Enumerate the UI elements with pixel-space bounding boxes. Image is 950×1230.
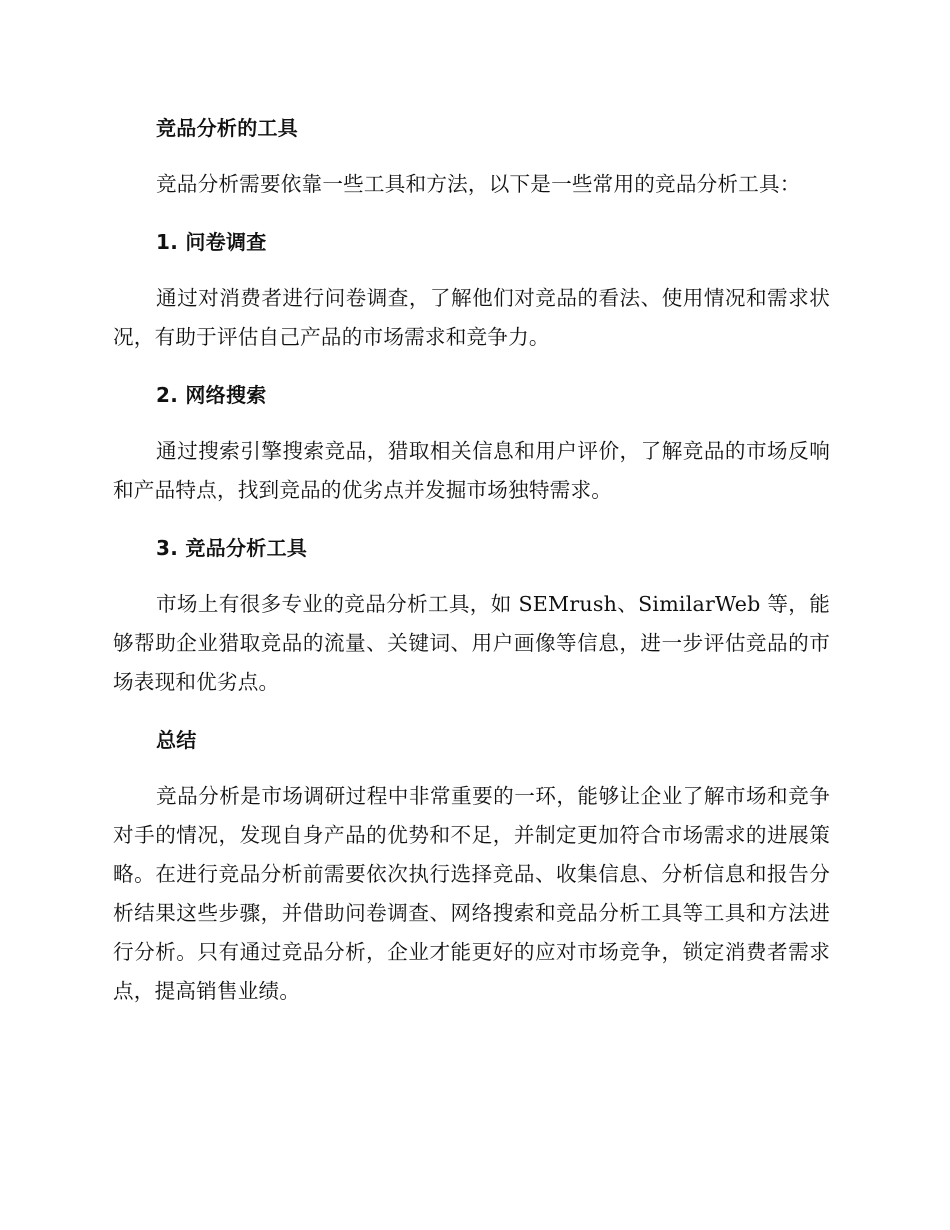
section-paragraph-summary: 竞品分析是市场调研过程中非常重要的一环，能够让企业了解市场和竞争对手的情况，发现自身产品的优势和不足，并制定更加符合市场需求的进展策略。在进行竞品分析前需要依次执行选择竞品、收集信息、分析信息和报告分析结果这些步骤，并借助问卷调查、网络搜索和竞品分析工具等工具和方法进行分析。只有通过竞品分析，企业才能更好的应对市场竞争，锁定消费者需求点，提高销售业绩。 [113, 784, 830, 1003]
section-heading-questionnaire: 1. 问卷调查 [156, 230, 267, 254]
section-heading-analysis-tools: 3. 竞品分析工具 [156, 536, 308, 560]
section-heading-web-search: 2. 网络搜索 [156, 383, 267, 407]
section-paragraph-analysis-tools: 市场上有很多专业的竞品分析工具，如 SEMrush、SimilarWeb 等，能够帮助企业猎取竞品的流量、关键词、用户画像等信息，进一步评估竞品的市场表现和优劣点。 [113, 592, 830, 694]
section-heading-tools: 竞品分析的工具 [156, 116, 299, 140]
section-paragraph-web-search: 通过搜索引擎搜索竞品，猎取相关信息和用户评价，了解竞品的市场反响和产品特点，找到竞品的优劣点并发掘市场独特需求。 [113, 439, 830, 502]
section-heading-summary: 总结 [156, 728, 197, 752]
section-paragraph-tools: 竞品分析需要依靠一些工具和方法，以下是一些常用的竞品分析工具： [156, 172, 801, 196]
section-paragraph-questionnaire: 通过对消费者进行问卷调查，了解他们对竞品的看法、使用情况和需求状况，有助于评估自己产品的市场需求和竞争力。 [113, 286, 830, 349]
